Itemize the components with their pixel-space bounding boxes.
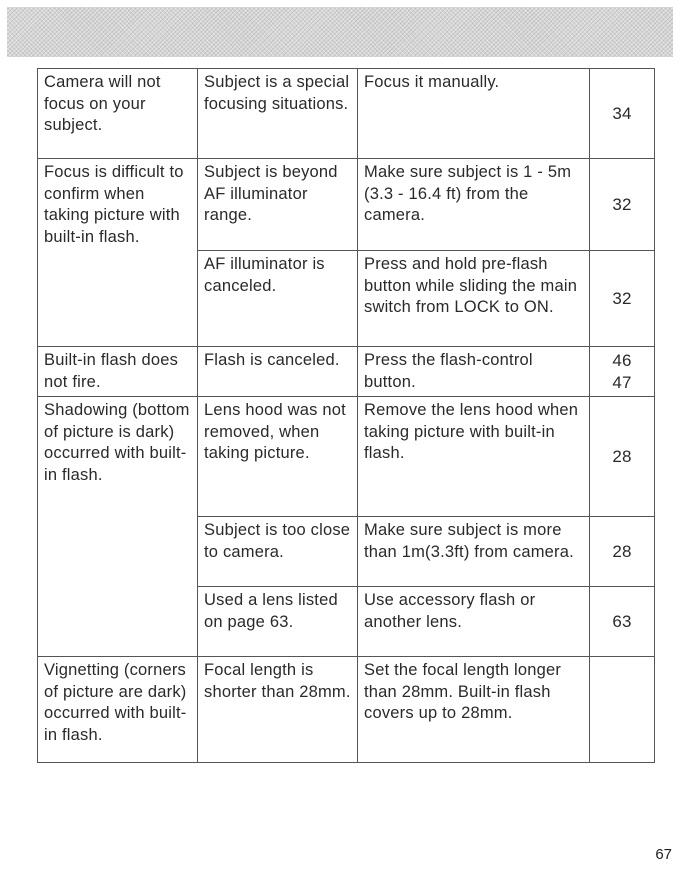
table-row — [38, 159, 655, 251]
troubleshooting-table — [37, 68, 655, 763]
symptom-cell: Built-in flash does not fire. — [38, 347, 198, 397]
cause-cell: Used a lens listed on page 63. — [198, 587, 358, 657]
page-ref-cell — [590, 347, 655, 397]
table-row — [38, 347, 655, 397]
remedy-cell: Make sure subject is 1 - 5m (3.3 - 16.4 ft) from the camera. — [358, 159, 590, 251]
remedy-cell: Set the focal length longer than 28mm. Built-in flash covers up to 28mm. — [358, 657, 590, 763]
cause-cell: Focal length is shorter than 28mm. — [198, 657, 358, 763]
remedy-cell: Focus it manually. — [358, 69, 590, 159]
cause-cell: Flash is canceled. — [198, 347, 358, 397]
page-ref: 47 — [612, 372, 632, 392]
remedy-cell: Use accessory flash or another lens. — [358, 587, 590, 657]
table-row — [38, 397, 655, 517]
page-ref: 63 — [612, 611, 632, 631]
page-ref: 34 — [612, 103, 632, 123]
header-band — [7, 7, 673, 57]
remedy-cell: Remove the lens hood when taking picture with built-in flash. — [358, 397, 590, 517]
page-ref: 46 — [612, 351, 632, 370]
symptom-cell: Camera will not focus on your subject. — [38, 69, 198, 159]
symptom-cell: Focus is difficult to confirm when taking picture with built-in flash. — [38, 159, 198, 347]
page-ref: 28 — [612, 446, 632, 466]
cause-cell: Subject is a special focusing situations. — [198, 69, 358, 159]
table-row — [38, 657, 655, 763]
page-ref: 28 — [612, 541, 632, 561]
page-ref-cell — [590, 397, 655, 517]
page-ref-cell — [590, 251, 655, 347]
cause-cell: AF illuminator is canceled. — [198, 251, 358, 347]
page-ref: 32 — [612, 288, 632, 308]
table-row — [38, 69, 655, 159]
cause-cell: Subject is too close to camera. — [198, 517, 358, 587]
page-ref-cell — [590, 517, 655, 587]
page-ref: 32 — [612, 194, 632, 214]
page-number: 67 — [655, 846, 672, 863]
page-ref-cell — [590, 657, 655, 763]
symptom-cell: Shadowing (bottom of picture is dark) occurred with built-in flash. — [38, 397, 198, 657]
cause-cell: Subject is beyond AF illuminator range. — [198, 159, 358, 251]
remedy-cell: Press and hold pre-flash button while sliding the main switch from LOCK to ON. — [358, 251, 590, 347]
cause-cell: Lens hood was not removed, when taking picture. — [198, 397, 358, 517]
page-ref-cell — [590, 159, 655, 251]
symptom-cell: Vignetting (corners of picture are dark) occurred with built-in flash. — [38, 657, 198, 763]
page-ref-cell — [590, 587, 655, 657]
remedy-cell: Make sure subject is more than 1m(3.3ft) from camera. — [358, 517, 590, 587]
remedy-cell: Press the flash-control button. — [358, 347, 590, 397]
page-ref-cell — [590, 69, 655, 159]
